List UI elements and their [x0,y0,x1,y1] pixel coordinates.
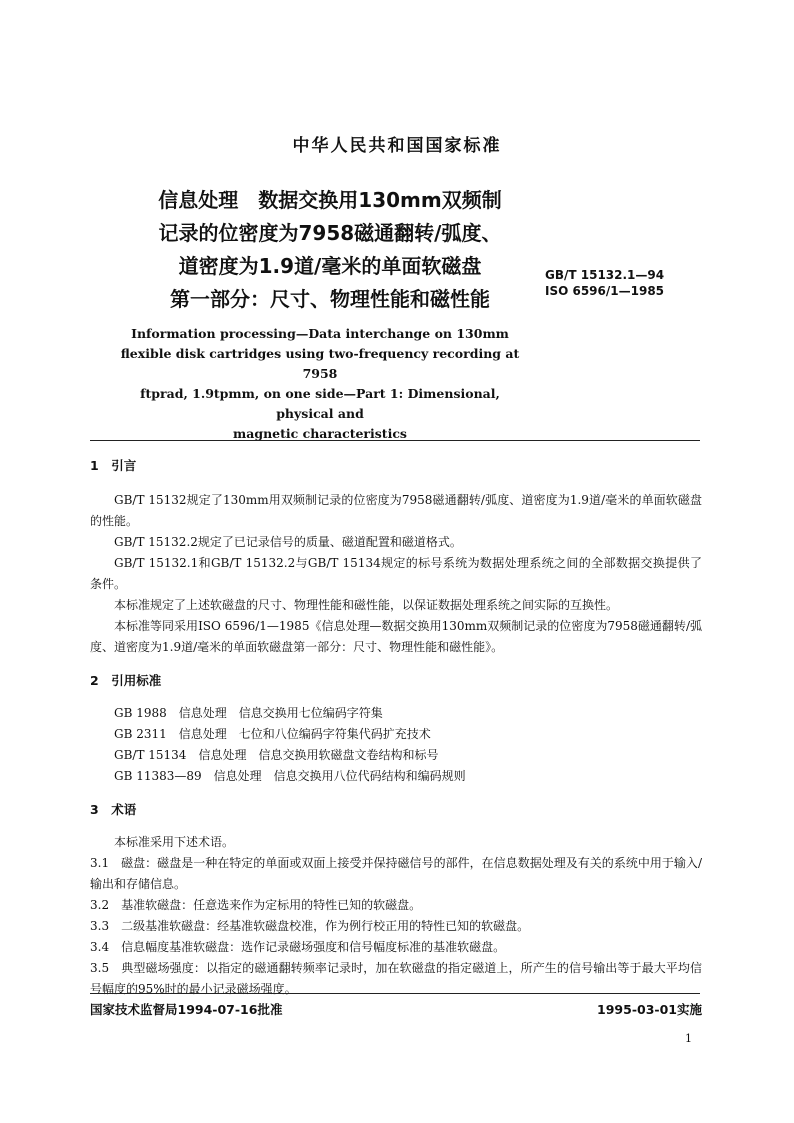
paragraph: GB/T 15132规定了130mm用双频制记录的位密度为7958磁通翻转/弧度、道密度为1.9道/毫米的单面软磁盘的性能。 [90,493,702,528]
implementation-date: 1995-03-01实施 [597,1002,702,1017]
chinese-title-line: 记录的位密度为7958磁通翻转/弧度、 [158,221,502,245]
chinese-title-line: 道密度为1.9道/毫米的单面软磁盘 [178,254,482,278]
paragraph: 本标准采用下述术语。 [114,835,235,849]
chinese-title-line: 第一部分：尺寸、物理性能和磁性能 [170,287,490,311]
paragraph: 本标准规定了上述软磁盘的尺寸、物理性能和磁性能，以保证数据处理系统之间实际的互换性。 [114,598,619,612]
term-definition: 3.1 磁盘：磁盘是一种在特定的单面或双面上接受并保持磁信号的部件，在信息数据处理及有关的系统中用于输入/输出和存储信息。 [90,856,702,891]
english-title [110,324,530,444]
paragraph: GB/T 15132.1和GB/T 15132.2与GB/T 15134规定的标号系统为数据处理系统之间的全部数据交换提供了条件。 [90,556,702,591]
english-title-line: ftprad, 1.9tpmm, on one side—Part 1: Dimensional, physical and [140,386,500,421]
standard-numbers [545,267,664,299]
term-definition: 3.4 信息幅度基准软磁盘：选作记录磁场强度和信号幅度标准的基准软磁盘。 [90,940,506,954]
chinese-title [130,184,530,316]
reference-item: GB 2311 信息处理 七位和八位编码字符集代码扩充技术 [114,727,431,741]
iso-standard-number: ISO 6596/1—1985 [545,284,665,298]
title-divider [90,440,700,441]
english-title-line: flexible disk cartridges using two-frequency recording at 7958 [120,346,520,381]
section-heading: 3 术语 [90,802,137,817]
term-definition: 3.3 二级基准软磁盘：经基准软磁盘校准，作为例行校正用的特性已知的软磁盘。 [90,919,530,933]
reference-item: GB 11383—89 信息处理 信息交换用八位代码结构和编码规则 [114,769,466,783]
paragraph: GB/T 15132.2规定了已记录信号的质量、磁道配置和磁道格式。 [114,535,462,549]
document-body [90,455,702,1000]
gb-standard-number: GB/T 15132.1—94 [545,268,665,282]
term-definition: 3.5 典型磁场强度：以指定的磁通翻转频率记录时，加在软磁盘的指定磁道上，所产生的信号输出等于最大平均信号幅度的95%时的最小记录磁场强度。 [90,961,702,996]
reference-item: GB 1988 信息处理 信息交换用七位编码字符集 [114,706,383,720]
reference-item: GB/T 15134 信息处理 信息交换用软磁盘文卷结构和标号 [114,748,439,762]
english-title-line: magnetic characteristics [233,426,407,441]
section-heading: 1 引言 [90,458,137,473]
english-title-line: Information processing—Data interchange on 130mm [131,326,509,341]
paragraph: 本标准等同采用ISO 6596/1—1985《信息处理—数据交换用130mm双频制记录的位密度为7958磁通翻转/弧度、道密度为1.9道/毫米的单面软磁盘第一部分：尺寸、物理性能和磁性能》。 [90,619,702,654]
document-header: 中华人民共和国国家标准 [292,136,502,156]
chinese-title-line: 信息处理 数据交换用130mm双频制 [158,188,502,212]
footer-divider [90,993,700,994]
term-definition: 3.2 基准软磁盘：任意选来作为定标用的特性已知的软磁盘。 [90,898,422,912]
page-number: 1 [685,1032,692,1045]
approval-date: 国家技术监督局1994-07-16批准 [90,1002,283,1017]
section-heading: 2 引用标准 [90,673,162,688]
